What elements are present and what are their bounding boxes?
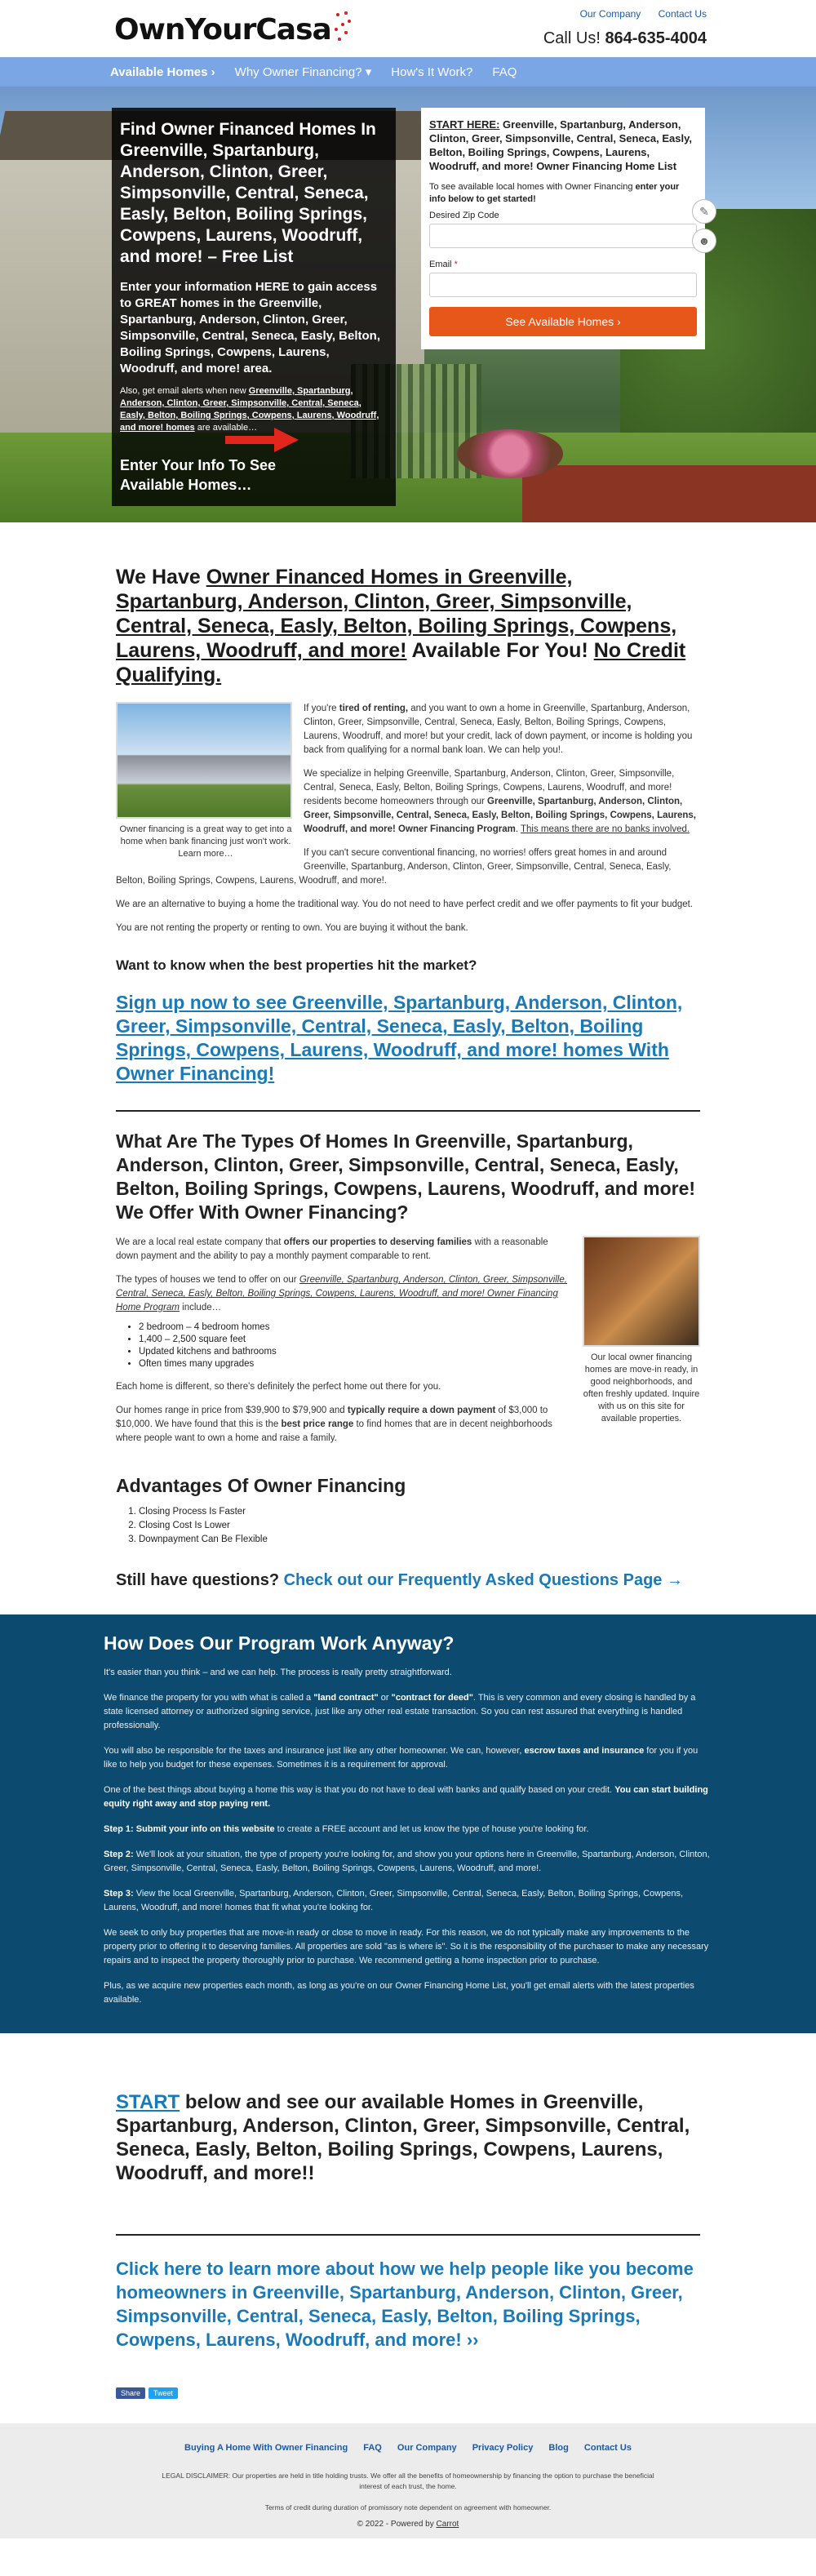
top-links [565, 8, 707, 20]
top-link-our-company[interactable]: Our Company [579, 8, 641, 20]
how-p3 [104, 1744, 712, 1772]
types-p4-d: best price range [281, 1419, 354, 1429]
email-label [429, 260, 697, 269]
hero-subtitle: Enter your information HERE to gain access to GREAT homes in the Greenville, Spartanburg, Anderson, Clinton, Greer, Simpsonville, Central, Seneca, Easly, Belton, Boiling Springs, Cowpens, Laurens, Woodruff, and more! area. [120, 280, 380, 375]
advantages-list [139, 1505, 700, 1547]
form-start-text: Greenville, Spartanburg, Anderson, Clinton, Greer, Simpsonville, Central, Seneca, Easly, Belton, Boiling Springs, Cowpens, Laurens, Woodruff, and more! Owner Financing Home List [429, 118, 692, 172]
nav-hows-it-work[interactable]: How's It Work? [391, 64, 473, 79]
logo[interactable] [114, 13, 331, 47]
types-p1-c: with a reasonable down payment and the ability to pay a monthly payment comparable to rent. [116, 1237, 548, 1261]
footer-link-faq[interactable]: FAQ [363, 2443, 382, 2453]
start-text: below and see our available Homes in Greenville, Spartanburg, Anderson, Clinton, Greer, Simpsonville, Central, Seneca, Easly, Belton, Boiling Springs, Cowpens, Laurens, Woodruff, and more!! [116, 2091, 690, 2184]
types-p3: Each home is different, so there's definitely the perfect home out there for you. [116, 1382, 441, 1392]
signup-link-text[interactable]: Sign up now to see Greenville, Spartanburg, Anderson, Clinton, Greer, Simpsonville, Central, Seneca, Easly, Belton, Boiling Springs, Cowpens, Laurens, Woodruff, and more! homes With Owner Financing! [116, 992, 683, 1084]
how-p2-a: We finance the property for you with what is called a [104, 1693, 314, 1703]
how-p2-b: "land contract" [313, 1693, 379, 1703]
market-question: Want to know when the best properties hit the market? [116, 957, 477, 973]
footer-link-buying[interactable]: Buying A Home With Owner Financing [184, 2443, 348, 2453]
alerts-prefix: Also, get email alerts when new [120, 386, 249, 396]
hero-alerts [120, 385, 388, 434]
list-item: • Updated kitchens and bathrooms [139, 1346, 700, 1358]
learn-more-link[interactable]: Click here to learn more about how we help people like you become homeowners in Greenville, Spartanburg, Anderson, Clinton, Greer, Simpsonville, Central, Seneca, Easly, Belton, Boiling Springs, Cowpens, Laurens, Woodruff, and more! ›› [116, 2258, 694, 2350]
p2-a: We specialize in helping Greenville, Spartanburg, Anderson, Clinton, Greer, Simpsonville, Central, Seneca, Easly, Belton, Boiling Springs, Cowpens, Laurens, Woodruff, and more! residents become homeowners through our [304, 769, 675, 806]
types-p2-c: include… [179, 1303, 222, 1312]
footer-link-contact[interactable]: Contact Us [583, 2443, 632, 2453]
types-p4-b: typically require a down payment [347, 1406, 496, 1415]
nav-available-homes[interactable]: Available Homes › [110, 64, 215, 79]
step-1-label: Step 1: Submit your info on this website [104, 1824, 275, 1834]
intro-section [116, 522, 700, 1590]
share-buttons [116, 2387, 700, 2399]
intro-p5: You are not renting the property or renting to own. You are buying it without the bank. [116, 923, 468, 933]
how-p4-a: One of the best things about buying a home this way is that you do not have to deal with banks and qualify based on your credit. [104, 1785, 615, 1795]
intro-heading-mid: Available For You! [406, 639, 594, 662]
list-item: • 1,400 – 2,500 square feet [139, 1334, 700, 1346]
alerts-link[interactable]: Greenville, Spartanburg, Anderson, Clinton, Greer, Simpsonville, Central, Seneca, Easly, Belton, Boiling Springs, Cowpens, Laurens, Woodruff, and more! homes [120, 386, 379, 433]
advantages-heading: Advantages Of Owner Financing [116, 1475, 406, 1496]
p2-d: This means there are no banks involved. [521, 824, 690, 834]
step-2 [104, 1848, 712, 1876]
p1-b: tired of renting, [339, 704, 409, 713]
hero [0, 87, 816, 522]
how-p4-b: You can start building equity right away and stop paying rent. [104, 1785, 708, 1809]
form-description [429, 181, 697, 206]
footer-link-our-company[interactable]: Our Company [397, 2443, 457, 2453]
call-us[interactable] [543, 29, 707, 48]
divider [116, 2234, 700, 2236]
types-program-link[interactable]: Greenville, Spartanburg, Anderson, Clinton, Greer, Simpsonville, Central, Seneca, Easly, Belton, Boiling Springs, Cowpens, Laurens, Woodruff, and more! Owner Financing Home Program [116, 1275, 567, 1312]
how-p5: We seek to only buy properties that are move-in ready or close to move in ready. For this reason, we do not typically make any improvements to the property prior to offering it to deserving families. All properties are sold "as is where is". So it is the responsibility of the purchaser to make any necessary repairs and to inspect the property thoroughly prior to purchase. We recommend getting a home inspection prior to purchase. [104, 1928, 709, 1965]
intro-heading-link[interactable]: Owner Financed Homes in Greenville, Spartanburg, Anderson, Clinton, Greer, Simpsonville, Central, Seneca, Easly, Belton, Boiling Springs, Cowpens, Laurens, Woodruff, and more! [116, 566, 677, 662]
email-label-text: Email [429, 260, 452, 269]
site-header [0, 0, 816, 57]
credit-terms: Terms of credit during duration of promissory note dependent on agreement with homeowner. [264, 2503, 552, 2512]
how-heading: How Does Our Program Work Anyway? [104, 1632, 455, 1654]
still-questions-text: Still have questions? [116, 1571, 280, 1589]
form-heading [429, 118, 697, 173]
hero-flowers-image [457, 429, 563, 478]
how-p3-a: You will also be responsible for the taxes and insurance just like any other homeowner. We can, however, [104, 1746, 525, 1756]
intro-heading [116, 565, 700, 687]
red-arrow-icon [225, 428, 299, 452]
p2-b: Greenville, Spartanburg, Anderson, Clinton, Greer, Simpsonville, Central, Seneca, Easly, Belton, Boiling Springs, Cowpens, Laurens, Woodruff, and more! Owner Financing Program [304, 797, 697, 834]
types-heading: What Are The Types Of Homes In Greenville, Spartanburg, Anderson, Clinton, Greer, Simpsonville, Central, Seneca, Easly, Belton, Boiling Springs, Cowpens, Laurens, Woodruff, and more! We Offer With Owner Financing? [116, 1130, 696, 1223]
step-3 [104, 1887, 712, 1915]
list-item: • Often times many upgrades [139, 1358, 700, 1370]
intro-heading-prefix: We Have [116, 566, 206, 588]
types-p1-b: offers our properties to deserving families [283, 1237, 472, 1247]
how-p2-d: "contract for deed" [391, 1693, 473, 1703]
kitchen-photo [583, 1236, 700, 1347]
how-p2 [104, 1691, 712, 1733]
intro-p4: We are an alternative to buying a home the traditional way. You do not need to have perfect credit and we offer payments to fit your budget. [116, 899, 694, 909]
step-2-text: We'll look at your situation, the type of property you're looking for, and show you your options here in Greenville, Spartanburg, Anderson, Clinton, Greer, Simpsonville, Central, Seneca, Easly, Belton, Boiling Springs, Cowpens, Laurens, Woodruff, and more!. [104, 1850, 710, 1873]
top-link-contact-us[interactable]: Contact Us [658, 8, 707, 20]
logo-text: OwnYourCasa [114, 13, 331, 47]
alerts-suffix: are available… [194, 423, 258, 433]
form-desc-text: To see available local homes with Owner Financing [429, 182, 636, 192]
see-available-homes-button[interactable]: See Available Homes › [429, 307, 697, 336]
how-p3-c: for you if you like to help you budget for these expenses. Sometimes it is a requirement for approval. [104, 1746, 698, 1770]
list-item: • 2 bedroom – 4 bedroom homes [139, 1321, 700, 1334]
hero-mulch-image [522, 465, 816, 522]
footer-links [0, 2443, 816, 2453]
step-3-label: Step 3: [104, 1889, 134, 1899]
p2-c: . [515, 824, 521, 834]
faq-link[interactable]: Check out our Frequently Asked Questions Page → [283, 1571, 683, 1589]
list-item: 2. Closing Cost Is Lower [139, 1519, 700, 1533]
site-footer [0, 2423, 816, 2538]
logo-dots-icon [333, 10, 353, 46]
still-questions [116, 1571, 700, 1590]
start-section [116, 2090, 700, 2399]
call-label: Call Us! [543, 29, 601, 47]
legal-disclaimer: LEGAL DISCLAIMER: Our properties are held in title holding trusts. We offer all the benefits of homeownership by financing the option to purchase the beneficial interest of each trust, the home. [162, 2472, 654, 2490]
email-input[interactable] [429, 273, 697, 297]
zip-code-input[interactable] [429, 224, 697, 248]
main-nav [0, 57, 816, 87]
house-photo [116, 702, 292, 819]
divider [116, 1110, 700, 1112]
footer-link-privacy[interactable]: Privacy Policy [472, 2443, 534, 2453]
nav-why-owner-financing[interactable]: Why Owner Financing? ▾ [234, 65, 372, 79]
zip-label: Desired Zip Code [429, 211, 499, 220]
how-p2-e: . This is very common and every closing is handled by a state licensed attorney or authorized signing service, just like any other real estate transaction. So you can rest assured that everything is handled professionally. [104, 1693, 696, 1730]
list-item: 3. Downpayment Can Be Flexible [139, 1533, 700, 1547]
how-p4 [104, 1783, 712, 1811]
footer-link-blog[interactable]: Blog [548, 2443, 569, 2453]
signup-link[interactable] [116, 991, 700, 1086]
start-heading [116, 2090, 700, 2185]
required-marker: * [454, 260, 458, 269]
how-p6: Plus, as we acquire new properties each month, as long as you're on our Owner Financing Home List, you'll get email alerts with the latest properties available. [104, 1981, 694, 2005]
form-desc-bold: enter your info below to get started! [429, 182, 680, 204]
facebook-share-button[interactable]: Share [116, 2387, 145, 2399]
start-link[interactable]: START [116, 2091, 180, 2113]
carrot-link[interactable]: Carrot [436, 2520, 459, 2529]
how-p1: It's easier than you think – and we can help. The process is really pretty straightforward. [104, 1668, 452, 1677]
hero-enter-info: Enter Your Info To See Available Homes… [120, 457, 277, 493]
step-2-label: Step 2: [104, 1850, 134, 1859]
hero-title: Find Owner Financed Homes In Greenville, Spartanburg, Anderson, Clinton, Greer, Simpsonville, Central, Seneca, Easly, Belton, Boiling Springs, Cowpens, Laurens, Woodruff, and more! – Free List [120, 120, 376, 266]
lead-form [421, 108, 705, 349]
step-1 [104, 1823, 712, 1837]
types-p2-a: The types of houses we tend to offer on our [116, 1275, 299, 1285]
kitchen-figure [583, 1236, 700, 1425]
users-icon[interactable]: ☻ [692, 229, 716, 253]
phone-number[interactable]: 864-635-4004 [605, 29, 707, 47]
kitchen-caption: Our local owner financing homes are move-in ready, in good neighborhoods, and often freshly updated. Inquire with us on this site for available properties. [583, 1352, 700, 1423]
how-p3-b: escrow taxes and insurance [524, 1746, 645, 1756]
types-p4-c: of $3,000 to $10,000. We have found that this is the [116, 1406, 548, 1429]
twitter-tweet-button[interactable]: Tweet [149, 2387, 178, 2399]
nav-faq[interactable]: FAQ [492, 64, 517, 79]
form-start-label: START HERE: [429, 118, 500, 131]
copyright [0, 2520, 816, 2529]
how-p2-c: or [378, 1693, 392, 1703]
house-caption[interactable]: Owner financing is a great way to get into a home when bank financing just won't work. Learn more… [119, 824, 292, 859]
how-it-works-section [0, 1614, 816, 2033]
p1-c: and you want to own a home in Greenville, Spartanburg, Anderson, Clinton, Greer, Simpsonville, Central, Seneca, Easly, Belton, Boiling Springs, Cowpens, Laurens, Woodruff, and more! but your credit, lack of down payment, or income is holding you back from qualifying for a normal bank loan. We can help you!. [304, 704, 693, 755]
intro-p3: If you can't secure conventional financing, no worries! offers great homes in and around Greenville, Spartanburg, Anderson, Clinton, Greer, Simpsonville, Central, Seneca, Easly, Belton, Boiling Springs, Cowpens, Laurens, Woodruff, and more!. [116, 848, 672, 886]
copyright-text: © 2022 - Powered by [357, 2520, 437, 2529]
types-p1-a: We are a local real estate company that [116, 1237, 284, 1247]
house-figure [116, 702, 295, 860]
step-3-text: View the local Greenville, Spartanburg, Anderson, Clinton, Greer, Simpsonville, Central, Seneca, Easly, Belton, Boiling Springs, Cowpens, Laurens, Woodruff, and more! homes that fit what you're looking for. [104, 1889, 684, 1912]
step-1-text: to create a FREE account and let us know the type of house you're looking for. [274, 1824, 589, 1834]
types-p4-e: to find homes that are in decent neighborhoods where people want to own a home and raise a family. [116, 1419, 552, 1443]
types-p4-a: Our homes range in price from $39,900 to $79,900 and [116, 1406, 348, 1415]
edit-icon[interactable]: ✎ [692, 199, 716, 224]
list-item: 1. Closing Process Is Faster [139, 1505, 700, 1519]
no-credit-link[interactable]: No Credit Qualifying. [116, 639, 686, 686]
p1-a: If you're [304, 704, 339, 713]
